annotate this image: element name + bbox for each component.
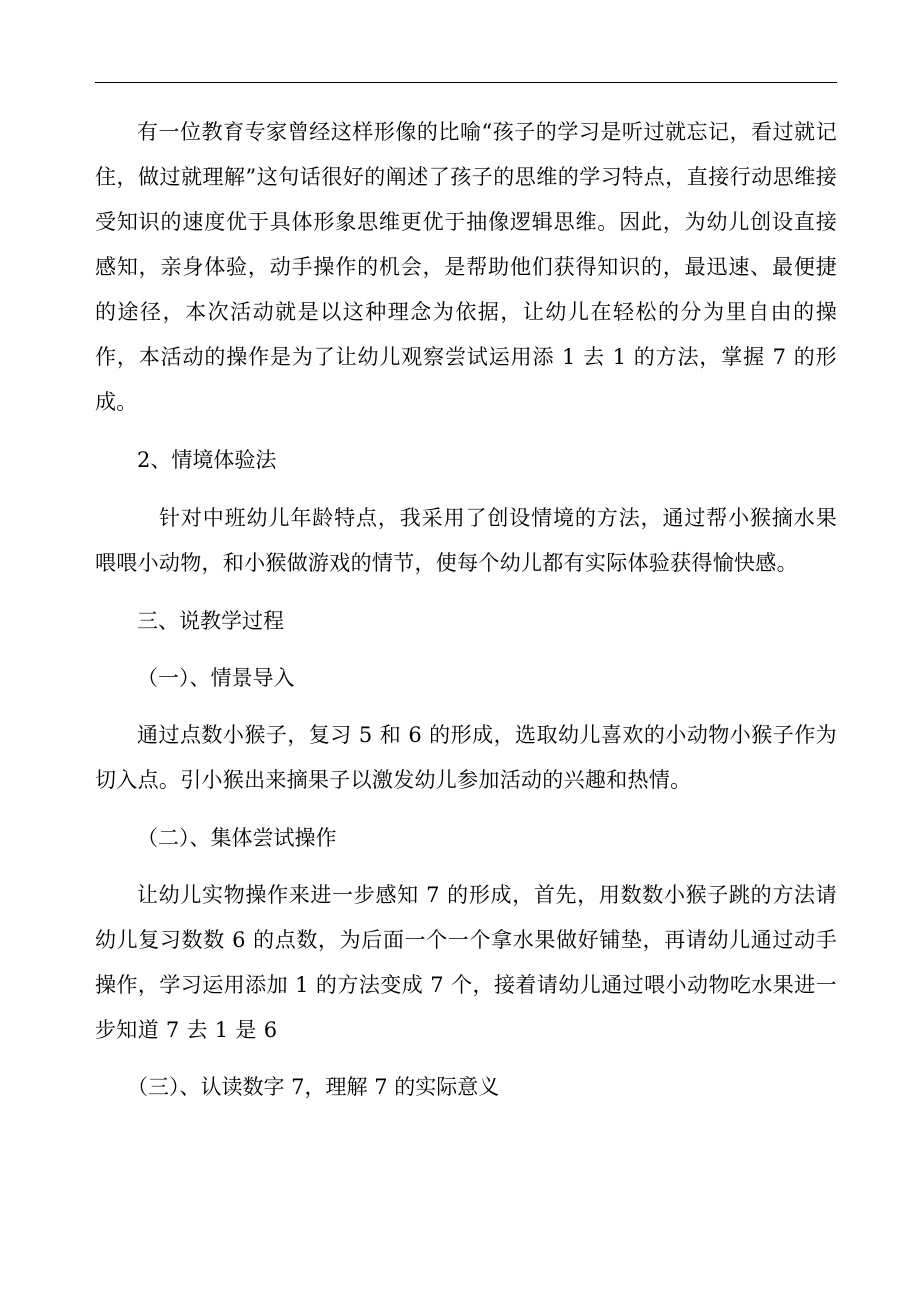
heading-group-operation: （二）、集体尝试操作 bbox=[137, 826, 337, 850]
document-body bbox=[95, 110, 837, 1110]
heading-scene-introduction: （一）、情景导入 bbox=[137, 666, 295, 690]
heading-situational-experience-method: 2、情境体验法 bbox=[137, 448, 277, 472]
heading-read-number-seven: （三）、认读数字 7，理解 7 的实际意义 bbox=[127, 1075, 500, 1099]
paragraph-group-operation: 让幼儿实物操作来进一步感知 7 的形成，首先，用数数小猴子跳的方法请幼儿复习数数 6 的点数，为后面一个一个拿水果做好铺垫，再请幼儿通过动手操作，学习运用添加 1 的方法变成 7 个，接着请幼儿通过喂小动物吃水果进一步知道 7 去 1 是 6 bbox=[95, 883, 837, 1042]
paragraph-scene-introduction: 通过点数小猴子，复习 5 和 6 的形成，选取幼儿喜欢的小动物小猴子作为切入点。引小猴出来摘果子以激发幼儿参加活动的兴趣和热情。 bbox=[95, 723, 837, 792]
paragraph-situational-method: 针对中班幼儿年龄特点，我采用了创设情境的方法，通过帮小猴摘水果喂喂小动物，和小猴做游戏的情节，使每个幼儿都有实际体验获得愉快感。 bbox=[95, 506, 837, 575]
paragraph-teaching-philosophy: 有一位教育专家曾经这样形像的比喻“孩子的学习是听过就忘记，看过就记住，做过就理解”这句话很好的阐述了孩子的思维的学习特点，直接行动思维接受知识的速度优于具体形象思维更优于抽像逻辑思维。因此，为幼儿创设直接感知，亲身体验，动手操作的机会，是帮助他们获得知识的，最迅速、最便捷的途径，本次活动就是以这种理念为依据，让幼儿在轻松的分为里自由的操作，本活动的操作是为了让幼儿观察尝试运用添 1 去 1 的方法，掌握 7 的形成。 bbox=[95, 120, 837, 414]
header-rule bbox=[95, 82, 837, 83]
heading-teaching-process: 三、说教学过程 bbox=[137, 609, 284, 633]
